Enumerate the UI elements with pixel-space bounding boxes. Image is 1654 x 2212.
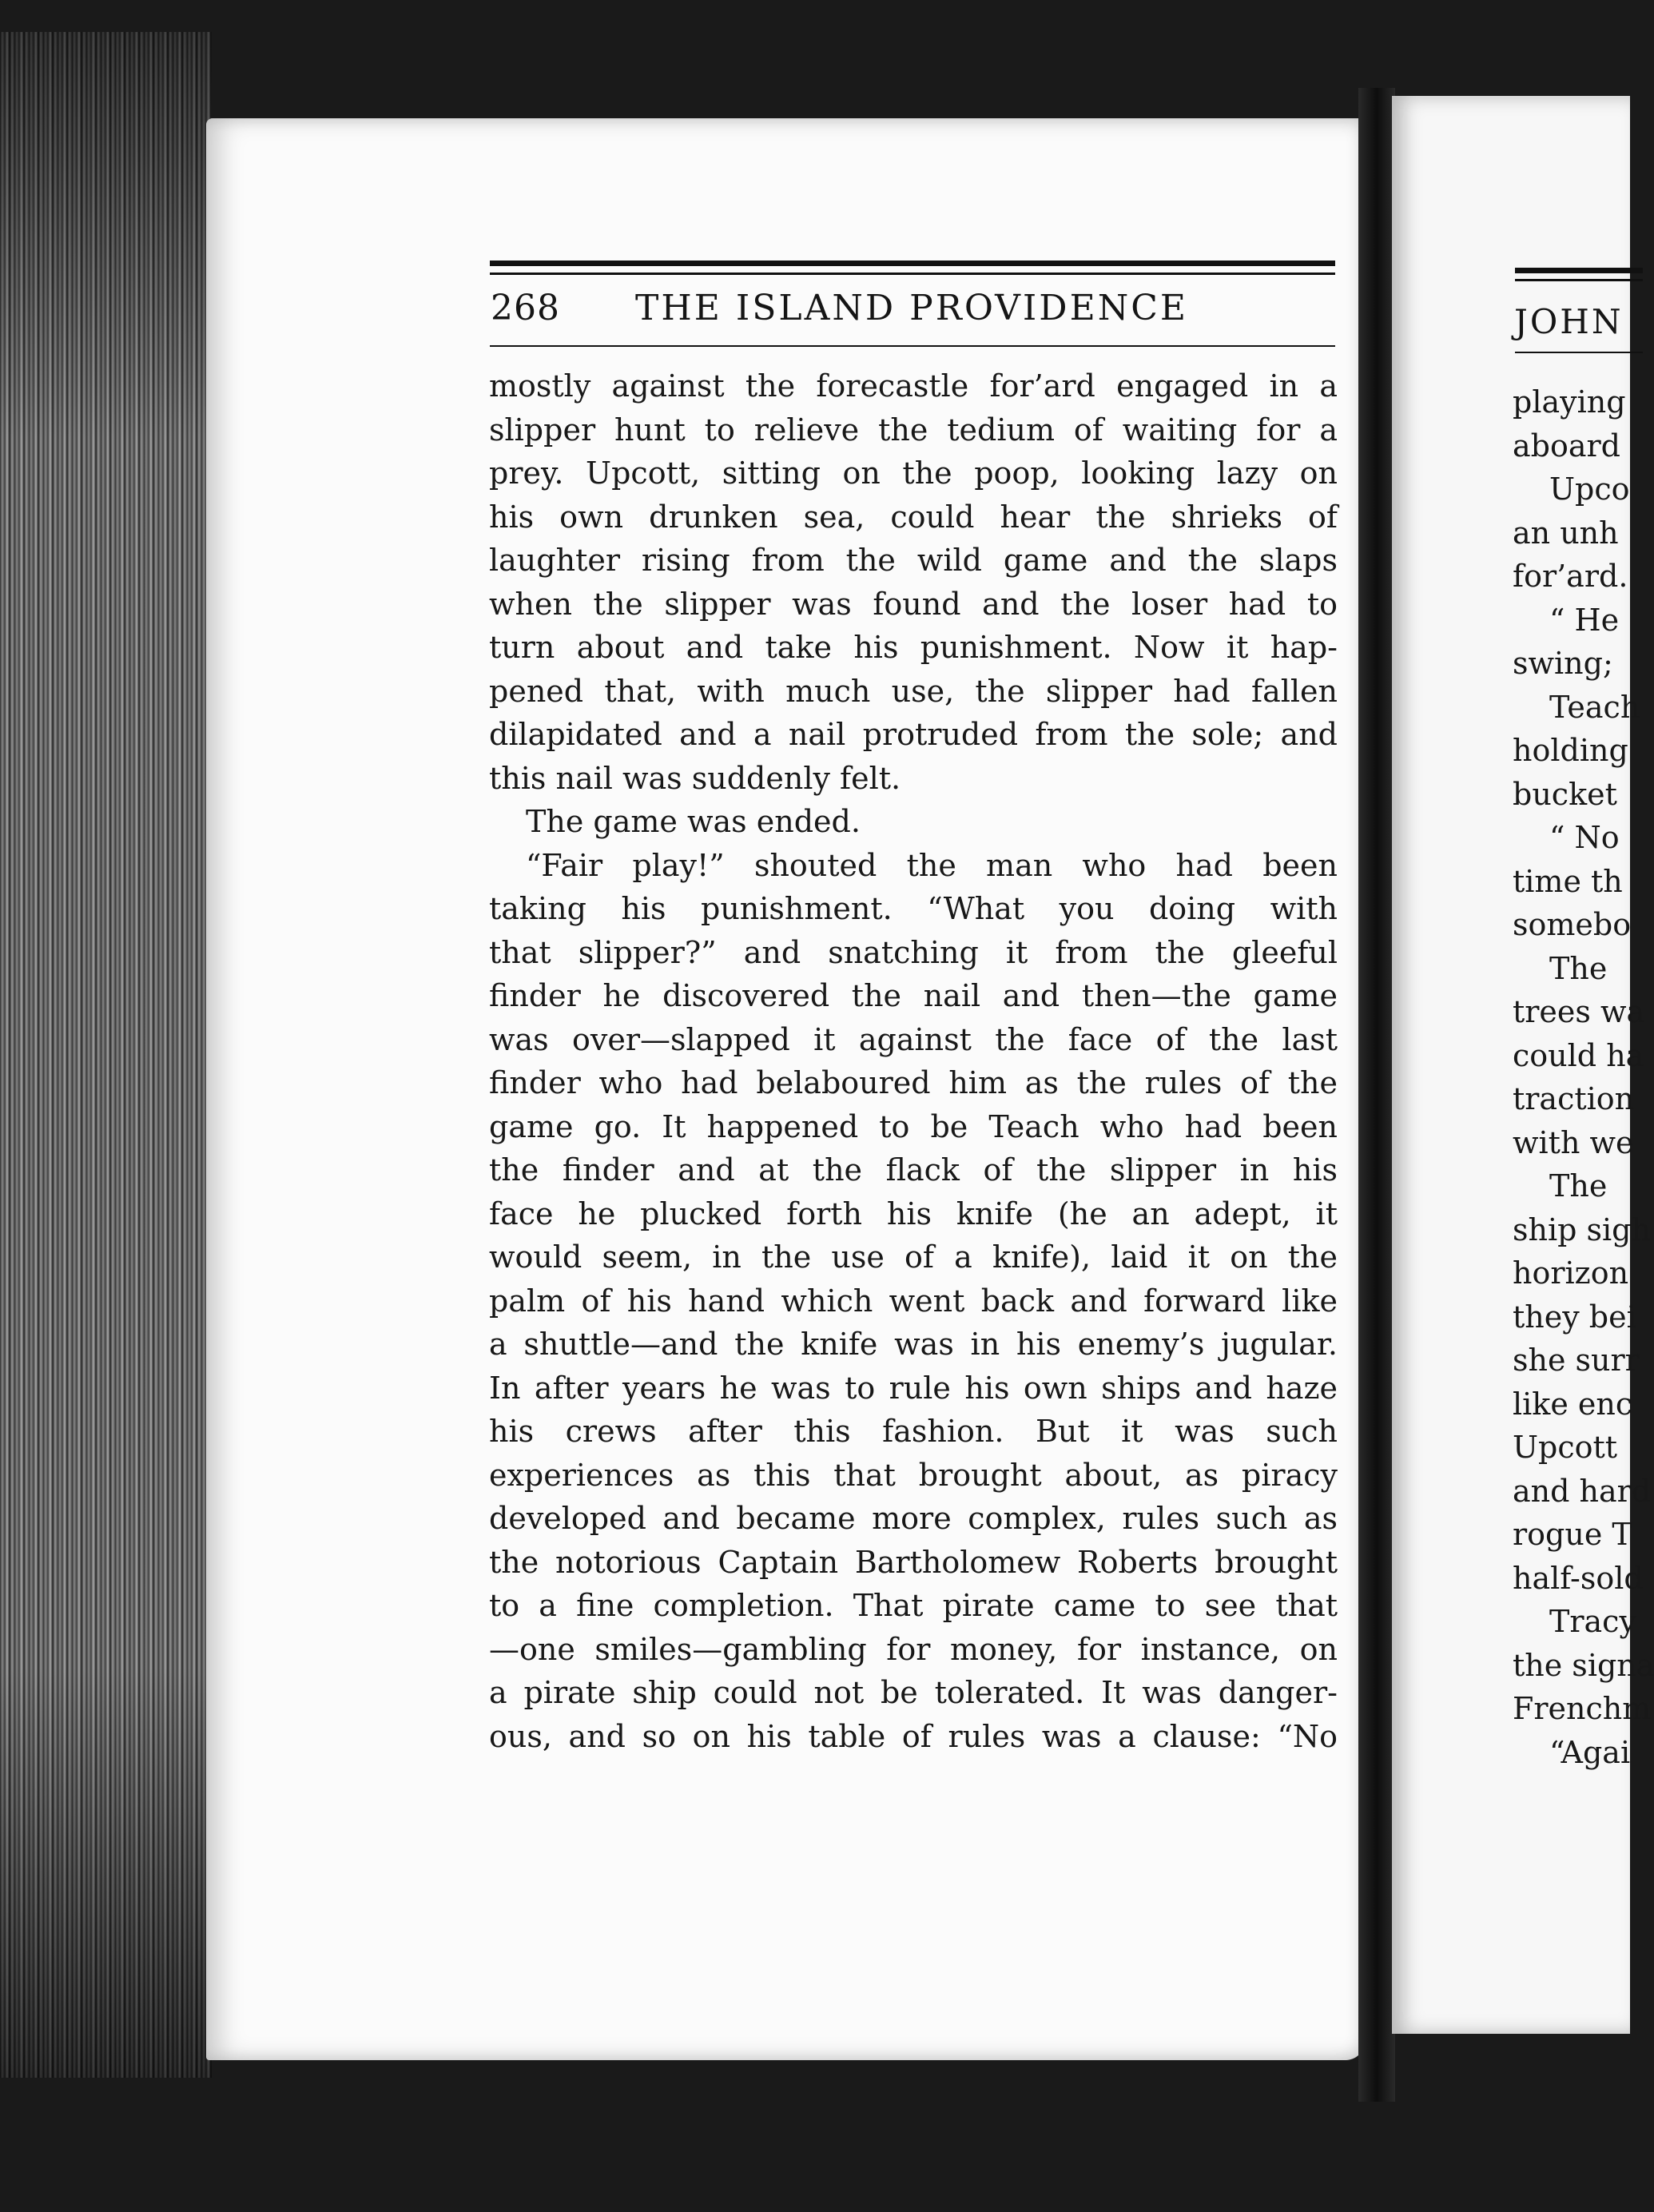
text-line: she surr xyxy=(1513,1343,1640,1378)
right-header-underline xyxy=(1515,352,1643,353)
text-line: The xyxy=(1549,950,1608,986)
text-line: developed and became more complex, rules such as xyxy=(489,1501,1338,1536)
text-line: to a fine completion. That pirate came to see that xyxy=(489,1588,1338,1623)
text-line: this nail was suddenly felt. xyxy=(489,760,901,796)
right-running-title: JOHN xyxy=(1514,302,1624,341)
text-line: “ He xyxy=(1549,602,1620,638)
header-rule-thick xyxy=(490,261,1335,266)
header-underline xyxy=(490,345,1335,347)
text-line: Upcott xyxy=(1513,1430,1618,1465)
right-header-rule-thin xyxy=(1515,279,1643,281)
text-line: horizon xyxy=(1513,1255,1629,1291)
text-line: mostly against the forecastle for’ard engaged in a xyxy=(489,368,1338,404)
text-line: game go. It happened to be Teach who had been xyxy=(489,1108,1338,1144)
text-line: laughter rising from the wild game and the slaps xyxy=(489,543,1338,578)
text-line: half-sold xyxy=(1513,1560,1644,1596)
text-line: Upco xyxy=(1549,471,1630,507)
text-line: swing; xyxy=(1513,646,1613,681)
text-line: that slipper?” and snatching it from the gleeful xyxy=(489,934,1338,970)
text-line: palm of his hand which went back and forward like xyxy=(489,1283,1338,1319)
right-page-body xyxy=(1513,380,1654,1774)
header-rule-thin xyxy=(490,273,1335,275)
text-line: “ No xyxy=(1549,820,1620,855)
text-line: bucket xyxy=(1513,776,1617,812)
text-line: traction xyxy=(1513,1081,1635,1116)
text-line: face he plucked forth his knife (he an adept, it xyxy=(489,1196,1338,1231)
text-line: dilapidated and a nail protruded from the sole; and xyxy=(489,717,1338,752)
text-line: experiences as this that brought about, as piracy xyxy=(489,1457,1338,1493)
text-line: playing xyxy=(1513,384,1626,420)
page-number: 268 xyxy=(491,288,560,328)
text-line: The xyxy=(1549,1168,1608,1203)
text-line: —one smiles—gambling for money, for instance, on xyxy=(489,1631,1338,1667)
text-line: a pirate ship could not be tolerated. It was danger- xyxy=(489,1675,1338,1710)
text-line: Tracy xyxy=(1549,1604,1636,1639)
running-title: THE ISLAND PROVIDENCE xyxy=(635,288,1188,328)
text-line: turn about and take his punishment. Now it hap- xyxy=(489,630,1338,665)
text-line: with we xyxy=(1513,1124,1634,1160)
text-line: the signa xyxy=(1513,1647,1654,1683)
text-line: trees wa xyxy=(1513,994,1645,1029)
text-line: pened that, with much use, the slipper had fallen xyxy=(489,673,1338,709)
text-line: and hard xyxy=(1513,1473,1652,1509)
right-header-rule-thick xyxy=(1515,268,1643,273)
text-line: “Agai xyxy=(1549,1734,1631,1770)
text-line: Teach xyxy=(1549,689,1640,725)
text-line: time th xyxy=(1513,863,1623,899)
text-line: his crews after this fashion. But it was such xyxy=(489,1414,1338,1449)
text-line: finder who had belaboured him as the rules of the xyxy=(489,1065,1338,1100)
text-line: when the slipper was found and the loser had to xyxy=(489,586,1338,622)
text-line: the finder and at the flack of the slipper in his xyxy=(489,1152,1338,1188)
book-gutter xyxy=(1358,88,1395,2102)
book-page-edges xyxy=(0,32,212,2078)
text-line: they bei xyxy=(1513,1299,1636,1335)
text-line: was over—slapped it against the face of the last xyxy=(489,1021,1338,1057)
text-line: would seem, in the use of a knife), laid it on the xyxy=(489,1239,1338,1275)
text-line: an unh xyxy=(1513,515,1619,551)
text-line: ship sigh xyxy=(1513,1211,1651,1247)
text-line: In after years he was to rule his own ships and haze xyxy=(489,1370,1338,1406)
text-line: rogue T xyxy=(1513,1517,1632,1552)
text-line: somebo xyxy=(1513,907,1632,942)
text-line: Frenchm xyxy=(1513,1691,1652,1726)
text-line: finder he discovered the nail and then—the game xyxy=(489,978,1338,1013)
text-line: for’ard. xyxy=(1513,559,1628,594)
text-line: The game was ended. xyxy=(526,804,861,839)
left-page-body xyxy=(489,364,1338,1758)
text-line: his own drunken sea, could hear the shrieks of xyxy=(489,499,1338,535)
text-line: aboard xyxy=(1513,428,1621,463)
text-line: “Fair play!” shouted the man who had been xyxy=(526,847,1338,883)
text-line: a shuttle—and the knife was in his enemy’s jugular. xyxy=(489,1327,1338,1362)
text-line: taking his punishment. “What you doing with xyxy=(489,891,1338,926)
text-line: the notorious Captain Bartholomew Roberts brought xyxy=(489,1544,1338,1580)
text-line: ous, and so on his table of rules was a clause: “No xyxy=(489,1718,1338,1754)
text-line: holding xyxy=(1513,733,1628,768)
text-line: like enc xyxy=(1513,1386,1633,1422)
text-line: slipper hunt to relieve the tedium of waiting for a xyxy=(489,412,1338,448)
text-line: could ha xyxy=(1513,1037,1644,1073)
text-line: prey. Upcott, sitting on the poop, looking lazy on xyxy=(489,456,1338,491)
